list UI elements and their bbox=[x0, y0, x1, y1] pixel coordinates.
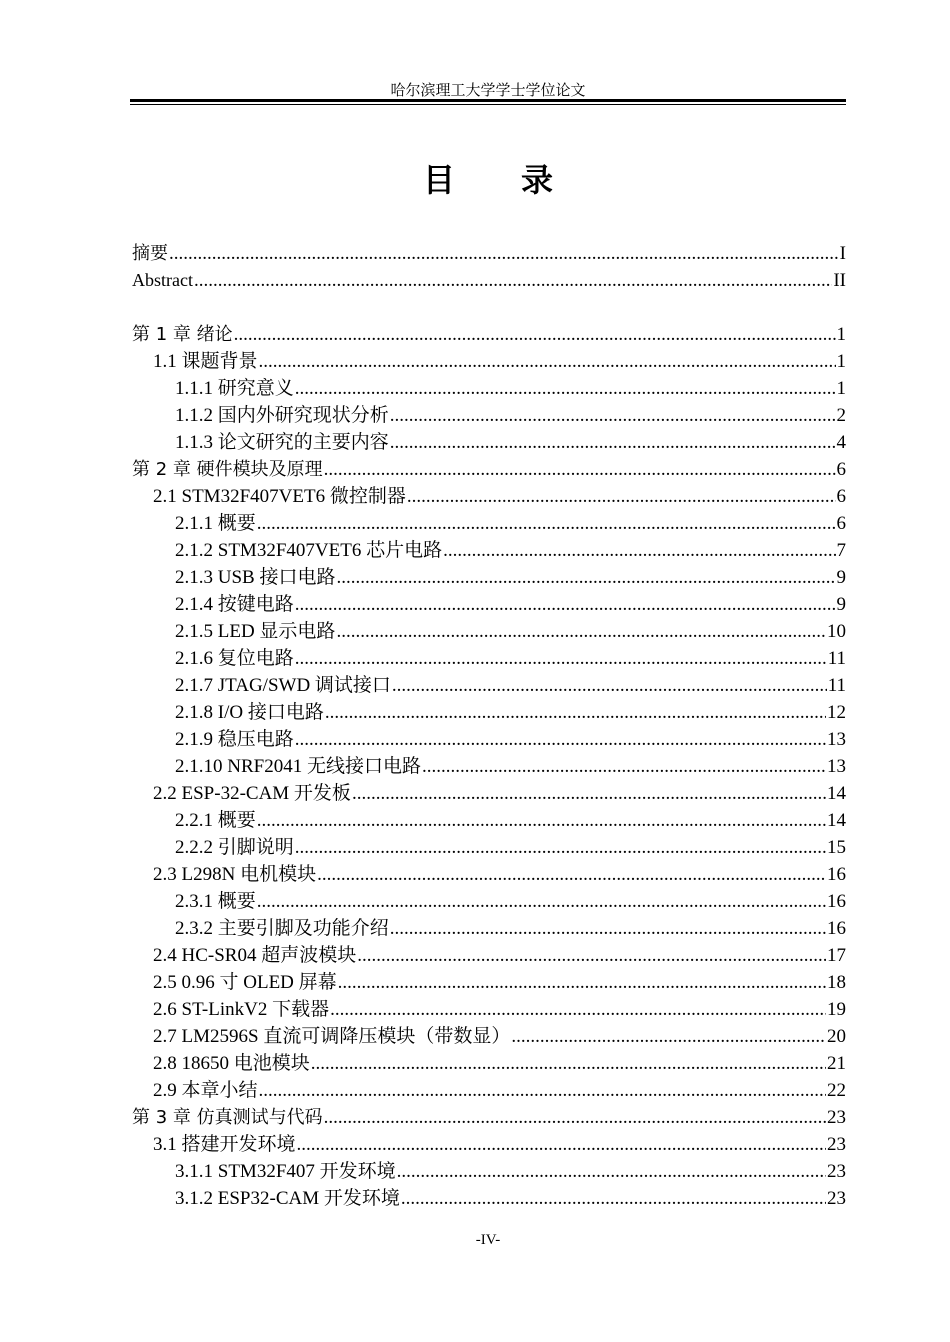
header-rule-thin bbox=[130, 104, 846, 105]
toc-entry-label: 2.1 STM32F407VET6 微控制器 bbox=[153, 486, 406, 507]
toc-entry[interactable] bbox=[130, 348, 846, 375]
toc-entry[interactable] bbox=[130, 996, 846, 1023]
toc-entry-label: 1.1.3 论文研究的主要内容 bbox=[175, 432, 389, 453]
toc-entry-label: 3.1.2 ESP32-CAM 开发环境 bbox=[175, 1188, 400, 1209]
toc-entry-page: 9 bbox=[836, 594, 846, 615]
toc-leader-dots bbox=[324, 456, 836, 483]
toc-entry-label: 2.1.6 复位电路 bbox=[175, 648, 294, 669]
toc-entry-label: 2.2.2 引脚说明 bbox=[175, 837, 294, 858]
toc-leader-dots bbox=[407, 483, 836, 510]
toc-entry-page: 23 bbox=[827, 1188, 846, 1209]
toc-entry-label: 摘要 bbox=[132, 243, 168, 264]
toc-entry-page: 13 bbox=[827, 756, 846, 777]
toc-leader-dots bbox=[257, 888, 826, 915]
toc-entry-page: 16 bbox=[827, 891, 846, 912]
toc-entry[interactable] bbox=[130, 915, 846, 942]
toc-leader-dots bbox=[194, 267, 832, 294]
toc-leader-dots bbox=[324, 1104, 826, 1131]
toc-leader-dots bbox=[295, 726, 826, 753]
toc-entry-page: II bbox=[833, 270, 846, 291]
toc-entry-page: 23 bbox=[827, 1134, 846, 1155]
toc-leader-dots bbox=[259, 1077, 826, 1104]
toc-entry-label: 1.1.2 国内外研究现状分析 bbox=[175, 405, 389, 426]
toc-entry-page: 12 bbox=[827, 702, 846, 723]
toc-entry[interactable] bbox=[130, 510, 846, 537]
toc-entry-label: 2.3 L298N 电机模块 bbox=[153, 864, 317, 885]
toc-entry-label: 2.1.10 NRF2041 无线接口电路 bbox=[175, 756, 421, 777]
toc-entry-page: 23 bbox=[827, 1161, 846, 1182]
toc-entry-page: 15 bbox=[827, 837, 846, 858]
toc-leader-dots bbox=[169, 240, 839, 267]
toc-entry[interactable] bbox=[130, 429, 846, 456]
toc-entry-page: 4 bbox=[836, 432, 846, 453]
toc-leader-dots bbox=[330, 996, 826, 1023]
toc-leader-dots bbox=[357, 942, 826, 969]
toc-leader-dots bbox=[443, 537, 835, 564]
toc-entry[interactable] bbox=[130, 240, 846, 267]
toc-entry-page: 23 bbox=[827, 1107, 846, 1128]
toc-entry-label: 2.9 本章小结 bbox=[153, 1080, 258, 1101]
toc-entry-label: Abstract bbox=[132, 270, 193, 290]
toc-entry[interactable] bbox=[130, 564, 846, 591]
toc-entry[interactable] bbox=[130, 1050, 846, 1077]
toc-title bbox=[130, 155, 846, 201]
toc-entry-label: 3.1.1 STM32F407 开发环境 bbox=[175, 1161, 396, 1182]
toc-entry-label: 2.7 LM2596S 直流可调降压模块（带数显） bbox=[153, 1026, 511, 1047]
toc-leader-dots bbox=[257, 510, 836, 537]
toc-leader-dots bbox=[397, 1158, 826, 1185]
toc-entry-label: 2.3.2 主要引脚及功能介绍 bbox=[175, 918, 389, 939]
toc-entry-page: 14 bbox=[827, 810, 846, 831]
toc-entry[interactable] bbox=[130, 699, 846, 726]
toc-entry[interactable] bbox=[130, 1104, 846, 1131]
toc-entry[interactable] bbox=[130, 402, 846, 429]
toc-entry[interactable] bbox=[130, 645, 846, 672]
toc-entry-page: 7 bbox=[836, 540, 846, 561]
toc-entry[interactable] bbox=[130, 861, 846, 888]
toc-entry[interactable] bbox=[130, 321, 846, 348]
toc-entry-label: 2.1.8 I/O 接口电路 bbox=[175, 702, 324, 723]
toc-entry-label: 2.1.9 稳压电路 bbox=[175, 729, 294, 750]
toc-entry[interactable] bbox=[130, 618, 846, 645]
toc-entry-page: I bbox=[839, 243, 846, 264]
toc-leader-dots bbox=[295, 375, 836, 402]
toc-entry[interactable] bbox=[130, 672, 846, 699]
toc-leader-dots bbox=[295, 591, 836, 618]
toc-entry[interactable] bbox=[130, 753, 846, 780]
toc-entry[interactable] bbox=[130, 942, 846, 969]
toc-entry-label: 3.1 搭建开发环境 bbox=[153, 1134, 296, 1155]
toc-entry-label: 1.1.1 研究意义 bbox=[175, 378, 294, 399]
toc-leader-dots bbox=[317, 861, 826, 888]
toc-entry-label: 2.2 ESP-32-CAM 开发板 bbox=[153, 783, 351, 804]
toc-entry-label: 第 3 章 仿真测试与代码 bbox=[132, 1107, 323, 1128]
toc-entry-page: 9 bbox=[836, 567, 846, 588]
toc-entry-page: 13 bbox=[827, 729, 846, 750]
toc-entry-page: 14 bbox=[827, 783, 846, 804]
toc-entry-page: 10 bbox=[827, 621, 846, 642]
toc-spacer bbox=[130, 294, 846, 321]
title-char-1: 目 bbox=[422, 161, 455, 199]
toc-entry-page: 1 bbox=[836, 351, 846, 372]
toc-entry[interactable] bbox=[130, 969, 846, 996]
toc-leader-dots bbox=[311, 1050, 826, 1077]
toc-entry[interactable] bbox=[130, 1077, 846, 1104]
toc-entry-page: 16 bbox=[827, 918, 846, 939]
toc-leader-dots bbox=[234, 321, 836, 348]
toc-entry-label: 2.4 HC-SR04 超声波模块 bbox=[153, 945, 357, 966]
toc-leader-dots bbox=[392, 672, 827, 699]
toc-entry-page: 11 bbox=[827, 675, 846, 696]
toc-entry-label: 2.1.4 按键电路 bbox=[175, 594, 294, 615]
toc-leader-dots bbox=[325, 699, 826, 726]
toc-entry-page: 19 bbox=[827, 999, 846, 1020]
toc-entry[interactable] bbox=[130, 591, 846, 618]
toc-entry-label: 1.1 课题背景 bbox=[153, 351, 258, 372]
toc-entry-label: 2.1.3 USB 接口电路 bbox=[175, 567, 336, 588]
toc-entry-label: 2.5 0.96 寸 OLED 屏幕 bbox=[153, 972, 337, 993]
toc-leader-dots bbox=[401, 1185, 826, 1212]
toc-entry-label: 2.2.1 概要 bbox=[175, 810, 256, 831]
toc-entry-label: 2.1.2 STM32F407VET6 芯片电路 bbox=[175, 540, 443, 561]
toc-entry-page: 22 bbox=[827, 1080, 846, 1101]
toc-entry[interactable] bbox=[130, 1131, 846, 1158]
toc-entry[interactable] bbox=[130, 1158, 846, 1185]
toc-entry-page: 17 bbox=[827, 945, 846, 966]
toc-entry[interactable] bbox=[130, 726, 846, 753]
toc-entry-page: 1 bbox=[836, 378, 846, 399]
toc-entry-page: 1 bbox=[836, 324, 846, 345]
toc-entry-label: 2.1.1 概要 bbox=[175, 513, 256, 534]
toc-entry-page: 21 bbox=[827, 1053, 846, 1074]
toc-entry-page: 6 bbox=[836, 459, 846, 480]
toc-entry[interactable] bbox=[130, 834, 846, 861]
header-rule-thick bbox=[130, 99, 846, 102]
page-header: 哈尔滨理工大学学士学位论文 bbox=[390, 83, 586, 99]
toc-entry[interactable] bbox=[130, 888, 846, 915]
toc-leader-dots bbox=[390, 915, 826, 942]
toc-leader-dots bbox=[336, 564, 835, 591]
toc-entry[interactable] bbox=[130, 537, 846, 564]
toc-entry-page: 20 bbox=[827, 1026, 846, 1047]
toc-entry-page: 18 bbox=[827, 972, 846, 993]
toc-entry-label: 2.8 18650 电池模块 bbox=[153, 1053, 310, 1074]
toc-entry-label: 2.1.5 LED 显示电路 bbox=[175, 621, 336, 642]
toc-entry-page: 6 bbox=[836, 486, 846, 507]
toc-leader-dots bbox=[390, 402, 836, 429]
toc-entry-label: 2.6 ST-LinkV2 下载器 bbox=[153, 999, 330, 1020]
toc-leader-dots bbox=[295, 834, 826, 861]
toc-entry[interactable] bbox=[130, 456, 846, 483]
toc-entry-page: 6 bbox=[836, 513, 846, 534]
toc-leader-dots bbox=[511, 1023, 826, 1050]
toc-entry[interactable] bbox=[130, 267, 846, 294]
toc-entry[interactable] bbox=[130, 375, 846, 402]
title-char-2: 录 bbox=[521, 161, 554, 199]
toc-leader-dots bbox=[297, 1131, 826, 1158]
toc-leader-dots bbox=[257, 807, 826, 834]
toc-entry[interactable] bbox=[130, 1185, 846, 1212]
toc-entry-label: 第 2 章 硬件模块及原理 bbox=[132, 459, 323, 480]
toc-leader-dots bbox=[422, 753, 826, 780]
toc-entry-page: 11 bbox=[827, 648, 846, 669]
toc-leader-dots bbox=[295, 645, 827, 672]
toc-entry[interactable] bbox=[130, 1023, 846, 1050]
toc-leader-dots bbox=[352, 780, 826, 807]
toc-leader-dots bbox=[259, 348, 836, 375]
toc-entry[interactable] bbox=[130, 807, 846, 834]
toc-entry-label: 2.1.7 JTAG/SWD 调试接口 bbox=[175, 675, 391, 696]
toc-entry[interactable] bbox=[130, 483, 846, 510]
toc-entry[interactable] bbox=[130, 780, 846, 807]
toc-entry-page: 2 bbox=[836, 405, 846, 426]
toc-leader-dots bbox=[336, 618, 826, 645]
toc-entry-label: 第 1 章 绪论 bbox=[132, 324, 233, 345]
table-of-contents bbox=[130, 240, 846, 1212]
toc-entry-page: 16 bbox=[827, 864, 846, 885]
page-number: -IV- bbox=[475, 1232, 501, 1248]
toc-entry-label: 2.3.1 概要 bbox=[175, 891, 256, 912]
toc-leader-dots bbox=[390, 429, 836, 456]
toc-leader-dots bbox=[338, 969, 826, 996]
